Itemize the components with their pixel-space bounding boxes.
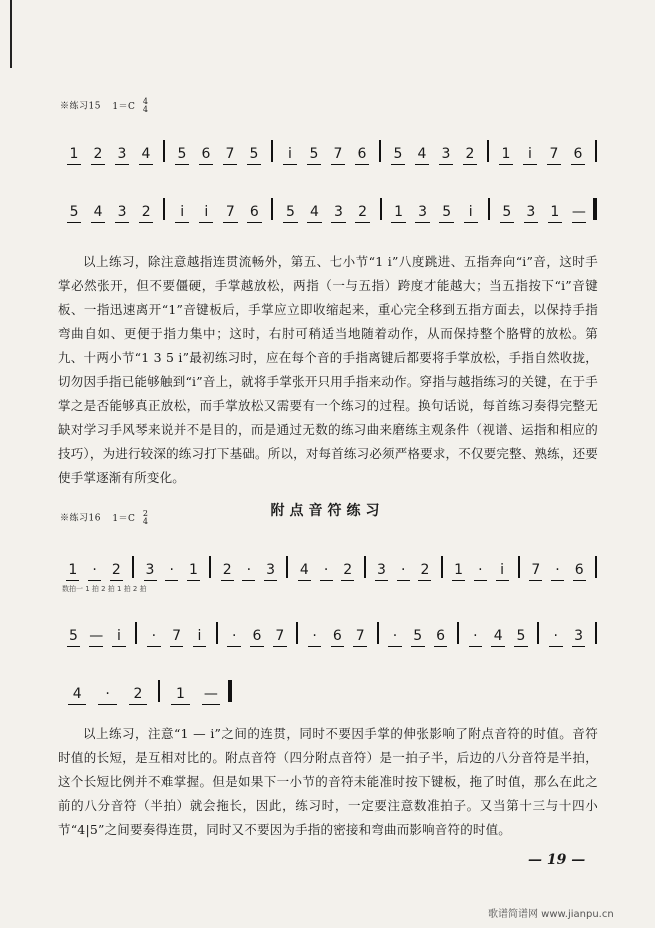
exercise-label: ※练习15 [60, 101, 101, 112]
bar-line [487, 140, 489, 162]
bar-line [488, 198, 490, 220]
note: 3 [110, 146, 134, 162]
section-title: 附点音符练习 [270, 503, 385, 519]
note: 1 [62, 146, 86, 162]
note: 3 [519, 204, 543, 220]
note: 6 [429, 628, 452, 644]
note: · [161, 562, 183, 578]
exercise-16-row-2 [62, 622, 602, 644]
note: 2 [216, 562, 238, 578]
exercise-15-header [60, 98, 148, 114]
beat-annotation: 数拍一 1 拍 2 拍 1 拍 2 拍 [62, 585, 147, 593]
bar-line [380, 198, 382, 220]
note: · [392, 562, 414, 578]
note: 5 [62, 204, 86, 220]
note: 6 [246, 628, 269, 644]
exercise-15-row-1 [62, 140, 602, 162]
bar-line [271, 140, 273, 162]
note: 7 [218, 146, 242, 162]
note: 7 [218, 204, 242, 220]
note: 3 [371, 562, 393, 578]
note: 6 [568, 562, 590, 578]
bar-line [595, 556, 597, 578]
note: 1 [494, 146, 518, 162]
note: i [170, 204, 194, 220]
bar-line [537, 622, 539, 644]
note: 1 [165, 686, 195, 702]
note: 7 [268, 628, 291, 644]
bar-line [163, 198, 165, 220]
note: 3 [326, 204, 350, 220]
note: i [108, 628, 131, 644]
watermark: 歌谱简谱网 www.jianpu.cn [488, 909, 614, 920]
note: 5 [242, 146, 266, 162]
note: · [142, 628, 165, 644]
note: · [84, 562, 106, 578]
note: 1 [62, 562, 84, 578]
note: 3 [411, 204, 435, 220]
bar-line [286, 556, 288, 578]
note: 6 [350, 146, 374, 162]
note: i [194, 204, 218, 220]
note: 3 [110, 204, 134, 220]
note: i [459, 204, 483, 220]
note: 2 [105, 562, 127, 578]
note: 2 [123, 686, 153, 702]
paragraph-1: 以上练习，除注意越指连贯流畅外，第五、七小节“1 i”八度跳进、五指奔向“i”音，这时手掌必然张开，但不要僵硬，手掌越放松，两指（一与五指）跨度才能越大；当五指按下“i”音键板、一指迅速离开“1”音键板后，手掌应立即收缩起来，重心完全移到五指方面去，以保持手指弯曲自如、更便于指力集中；这时，右肘可稍适当地随着动作，从而保持整个胳臂的放松。第九、十两小节“1 3 5 i”最初练习时，应在每个音的手指离键后都要将手掌放松，手指自然收拢，切勿因手指已能够触到“i”音上，就将手掌张开只用手指来动作。穿指与越指练习的关键，在于手掌之是否能够真正放松，而手掌放松又需要有一个练习的过程。换句话说，每首练习奏得完整无缺对学习手风琴来说并不是目的，而是通过无数的练习曲来磨练主观条件（视谱、运指和相应的技巧），为进行较深的练习打下基础。所以，对每首练习必须严格要求，不仅要完整、熟练，还要使手掌逐渐有所变化。 [58, 254, 598, 485]
note: · [470, 562, 492, 578]
note: 3 [139, 562, 161, 578]
bar-line [271, 198, 273, 220]
note: 4 [134, 146, 158, 162]
bar-line [379, 140, 381, 162]
note: 5 [510, 628, 533, 644]
paragraph-2: 以上练习，注意“1 — i”之间的连贯，同时不要因手掌的伸张影响了附点音符的时值。音符时值的长短，是互相对比的。附点音符（四分附点音符）是一拍子半，后边的八分音符是半拍，这个长短比例并不难掌握。但是如果下一小节的音符未能准时按下键板，拖了时值，那么在此之前的八分音符（半拍）就会拖长，因此，练习时，一定要注意数准拍子。又当第十三与十四小节“4|5”之间要奏得连贯，同时又不要因为手指的密接和弯曲而影响音符的时值。 [58, 726, 598, 837]
note: — [567, 204, 591, 220]
exercise-16-row-1 [62, 556, 602, 578]
note: 2 [351, 204, 375, 220]
final-bar-line [593, 198, 597, 220]
bar-line [216, 622, 218, 644]
exercise-label: ※练习16 [60, 513, 101, 524]
note: 1 [543, 204, 567, 220]
note: 4 [302, 204, 326, 220]
bar-line [595, 140, 597, 162]
note: 4 [487, 628, 510, 644]
bar-line [441, 556, 443, 578]
note: 2 [86, 146, 110, 162]
note: 2 [134, 204, 158, 220]
note: 5 [435, 204, 459, 220]
note: i [188, 628, 211, 644]
note: 4 [86, 204, 110, 220]
bar-line [595, 622, 597, 644]
bar-line [163, 140, 165, 162]
bar-line [377, 622, 379, 644]
note: 5 [278, 204, 302, 220]
note: 7 [525, 562, 547, 578]
note: 3 [260, 562, 282, 578]
note: i [518, 146, 542, 162]
bar-line [158, 680, 160, 702]
note: 2 [337, 562, 359, 578]
time-signature: 2 4 [142, 509, 149, 526]
bar-line [364, 556, 366, 578]
time-signature: 4 4 [142, 97, 149, 114]
note: 1 [387, 204, 411, 220]
note: 2 [414, 562, 436, 578]
key-signature: 1＝C [112, 101, 136, 112]
note: 5 [170, 146, 194, 162]
note: 1 [448, 562, 470, 578]
bar-line [209, 556, 211, 578]
note: 4 [410, 146, 434, 162]
bar-line [135, 622, 137, 644]
note: · [303, 628, 326, 644]
note: i [278, 146, 302, 162]
bar-line [457, 622, 459, 644]
note: 5 [386, 146, 410, 162]
note: · [238, 562, 260, 578]
page-number: — 19 — [528, 852, 586, 868]
note: · [92, 686, 122, 702]
bar-line [296, 622, 298, 644]
note: 5 [495, 204, 519, 220]
note: 3 [434, 146, 458, 162]
key-signature: 1＝C [112, 513, 136, 524]
bar-line [518, 556, 520, 578]
note: 7 [542, 146, 566, 162]
note: 6 [566, 146, 590, 162]
note: · [315, 562, 337, 578]
bar-line [132, 556, 134, 578]
note: 7 [326, 146, 350, 162]
note: · [544, 628, 567, 644]
note: 5 [62, 628, 85, 644]
note: — [85, 628, 108, 644]
note: i [491, 562, 513, 578]
note: 1 [183, 562, 205, 578]
note: 7 [349, 628, 372, 644]
margin-line [10, 0, 12, 68]
note: 5 [406, 628, 429, 644]
note: 3 [567, 628, 590, 644]
note: 6 [326, 628, 349, 644]
note: · [464, 628, 487, 644]
exercise-15-row-2 [62, 198, 602, 220]
note: 6 [194, 146, 218, 162]
note: · [384, 628, 407, 644]
note: · [223, 628, 246, 644]
note: · [547, 562, 569, 578]
note: — [196, 686, 226, 702]
note: 7 [165, 628, 188, 644]
note: 4 [62, 686, 92, 702]
exercise-16-row-3 [62, 680, 237, 702]
note: 4 [293, 562, 315, 578]
note: 5 [302, 146, 326, 162]
note: 6 [242, 204, 266, 220]
final-bar-line [228, 680, 232, 702]
note: 2 [458, 146, 482, 162]
